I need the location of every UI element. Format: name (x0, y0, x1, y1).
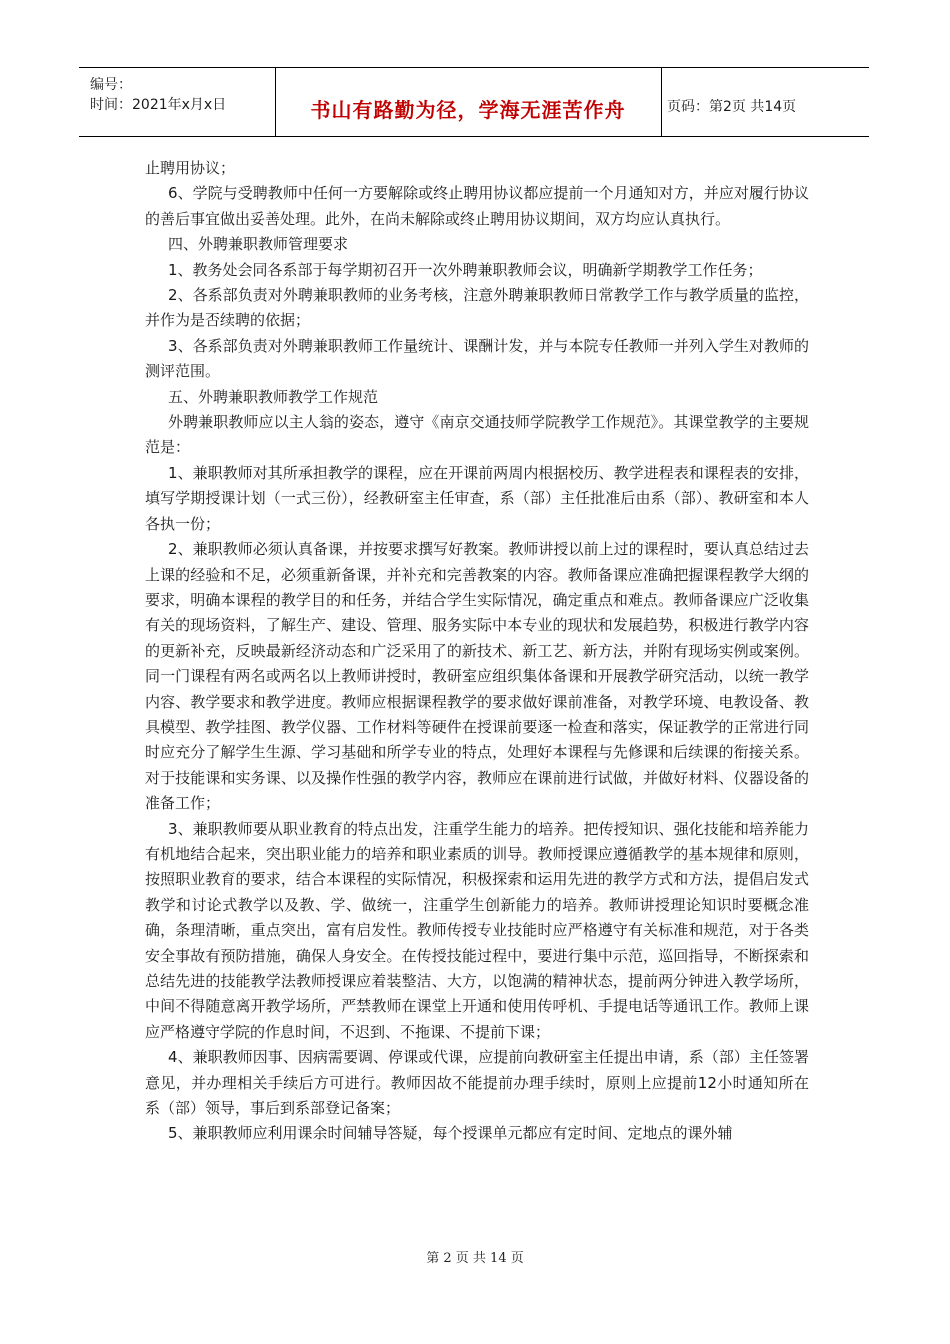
document-code-label: 编号： (90, 77, 132, 93)
header-page-cell (661, 68, 869, 136)
document-time-label: 时间：2021年x月x日 (90, 97, 227, 113)
body-paragraph: 5、兼职教师应利用课余时间辅导答疑，每个授课单元都应有定时间、定地点的课外辅 (168, 1124, 733, 1143)
body-paragraph: 五、外聘兼职教师教学工作规范 (168, 387, 379, 406)
body-paragraph: 止聘用协议； (145, 159, 236, 177)
body-paragraph: 四、外聘兼职教师管理要求 (168, 235, 349, 254)
body-paragraph: 2、各系部负责对外聘兼职教师的业务考核，注意外聘兼职教师日常教学工作与教学质量的监控，并作为是否续聘的依据； (145, 286, 809, 330)
body-paragraph: 1、教务处会同各系部于每学期初召开一次外聘兼职教师会议，明确新学期教学工作任务； (168, 260, 763, 279)
body-paragraph: 外聘兼职教师应以主人翁的姿态，遵守《南京交通技师学院教学工作规范》。其课堂教学的主要规范是： (145, 413, 809, 457)
header-motto: 书山有路勤为径，学海无涯苦作舟 (310, 98, 626, 122)
body-paragraph: 3、兼职教师要从职业教育的特点出发，注重学生能力的培养。把传授知识、强化技能和培养能力有机地结合起来，突出职业能力的培养和职业素质的训导。教师授课应遵循教学的基本规律和原则，按照职业教育的要求，结合本课程的实际情况，积极探索和运用先进的教学方式和方法，提倡启发式教学和讨论式教学以及教、学、做统一，注重学生创新能力的培养。教师讲授理论知识时要概念准确，条理清晰，重点突出，富有启发性。教师传授专业技能时应严格遵守有关标准和规范，对于各类安全事故有预防措施，确保人身安全。在传授技能过程中，要进行集中示范，巡回指导，不断探索和总结先进的技能教学法教师授课应着装整洁、大方，以饱满的精神状态，提前两分钟进入教学场所，中间不得随意离开教学场所，严禁教师在课堂上开通和使用传呼机、手提电话等通讯工作。教师上课应严格遵守学院的作息时间，不迟到、不拖课、不提前下课； (145, 819, 809, 1041)
body-paragraph: 4、兼职教师因事、因病需要调、停课或代课，应提前向教研室主任提出申请，系（部）主任签署意见，并办理相关手续后方可进行。教师因故不能提前办理手续时，原则上应提前12小时通知所在系（部）领导，事后到系部登记备案； (145, 1048, 809, 1118)
body-paragraph: 2、兼职教师必须认真备课，并按要求撰写好教案。教师讲授以前上过的课程时，要认真总结过去上课的经验和不足，必须重新备课，并补充和完善教案的内容。教师备课应准确把握课程教学大纲的要求，明确本课程的教学目的和任务，并结合学生实际情况，确定重点和难点。教师备课应广泛收集有关的现场资料，了解生产、建设、管理、服务实际中本专业的现状和发展趋势，积极进行教学内容的更新补充，反映最新经济动态和广泛采用了的新技术、新工艺、新方法，并附有现场实例或案例。同一门课程有两名或两名以上教师讲授时，教研室应组织集体备课和开展教学研究活动，以统一教学内容、教学要求和教学进度。教师应根据课程教学的要求做好课前准备，对教学环境、电教设备、教具模型、教学挂图、教学仪器、工作材料等硬件在授课前要逐一检查和落实，保证教学的正常进行同时应充分了解学生生源、学习基础和所学专业的特点，处理好本课程与先修课和后续课的衔接关系。对于技能课和实务课、以及操作性强的教学内容，教师应在课前进行试做，并做好材料、仪器设备的准备工作； (145, 540, 809, 813)
document-body (145, 156, 809, 1147)
page-footer: 第 2 页 共 14 页 (426, 1251, 524, 1266)
body-paragraph: 3、各系部负责对外聘兼职教师工作量统计、课酬计发，并与本院专任教师一并列入学生对教师的测评范围。 (145, 336, 809, 381)
header-page-number: 页码：第2页 共14页 (667, 99, 797, 115)
header-info-cell (79, 68, 276, 136)
body-paragraph: 1、兼职教师对其所承担教学的课程，应在开课前两周内根据校历、教学进程表和课程表的安排，填写学期授课计划（一式三份），经教研室主任审查，系（部）主任批准后由系（部）、教研室和本人各执一份； (145, 463, 809, 533)
page-header (79, 67, 869, 137)
header-motto-cell (275, 68, 662, 136)
body-paragraph: 6、学院与受聘教师中任何一方要解除或终止聘用协议都应提前一个月通知对方，并应对履行协议的善后事宜做出妥善处理。此外，在尚未解除或终止聘用协议期间，双方均应认真执行。 (145, 184, 809, 228)
